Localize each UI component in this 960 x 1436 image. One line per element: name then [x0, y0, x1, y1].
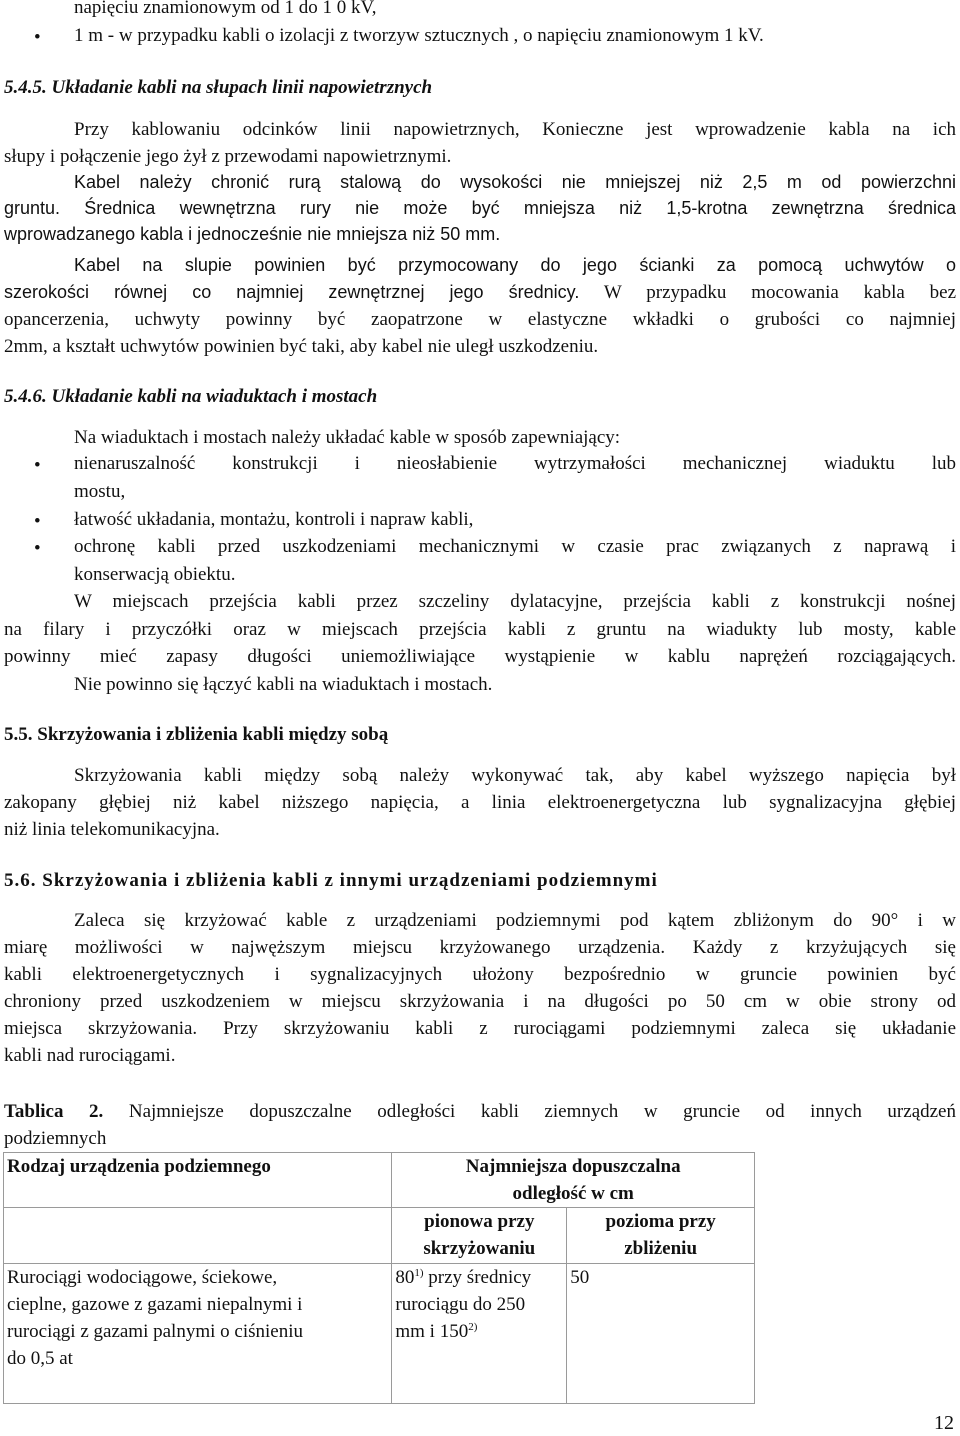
paragraph-line: Przy kablowaniu odcinków linii napowietrznych, Konieczne jest wprowadzenie kabla na ich	[74, 119, 956, 140]
empty-cell	[4, 1208, 392, 1264]
list-item-line: konserwacją obiektu.	[74, 564, 236, 585]
cell-line: Rurociągi wodociągowe, ściekowe,	[7, 1267, 278, 1288]
paragraph-line: kabli elektroenergetycznych i sygnalizacyjnych ułożony bezpośrednio w gruncie powinien być	[4, 964, 956, 985]
intro-line: napięciu znamionowym od 1 do 1 0 kV,	[74, 0, 377, 18]
intro-bullet: 1 m - w przypadku kabli o izolacji z tworzyw sztucznych , o napięciu znamionowym 1 kV.	[74, 25, 764, 46]
cell-line: rurociągu do 250	[395, 1294, 526, 1315]
paragraph-line: na filary i przyczółki oraz w miejscach przejścia kabli z gruntu na wiadukty lub mosty, kable	[4, 619, 956, 640]
paragraph-line: opancerzenia, uchwyty powinny być zaopatrzone w elastyczne wkładki o grubości co najmniej	[4, 309, 956, 330]
section-5-5-heading: 5.5. Skrzyżowania i zbliżenia kabli między sobą	[4, 724, 389, 745]
paragraph-line: W miejscach przejścia kabli przez szczeliny dylatacyjne, przejścia kabli z konstrukcji nośnej	[74, 591, 956, 612]
paragraph-line: niż linia telekomunikacyjna.	[4, 819, 220, 840]
paragraph-line: 2mm, a kształt uchwytów powinien być taki, aby kabel nie uległ uszkodzeniu.	[4, 336, 599, 357]
header-text: zbliżeniu	[624, 1238, 698, 1259]
section-number: 5.4.5.	[4, 77, 47, 98]
cell-line: rurociągi z gazami palnymi o ciśnieniu	[7, 1321, 303, 1342]
distance-table	[3, 1152, 755, 1404]
paragraph-line: Skrzyżowania kabli między sobą należy wykonywać tak, aby kabel wyższego napięcia był	[74, 765, 956, 786]
section-5-4-5-heading	[4, 74, 956, 101]
footnote-marker: 1)	[414, 1267, 424, 1279]
cell-line	[395, 1264, 563, 1291]
table-caption	[4, 1098, 956, 1125]
table-subheader-row	[4, 1208, 755, 1264]
paragraph-line: Na wiaduktach i mostach należy układać kable w sposób zapewniający:	[74, 427, 621, 448]
bullet-marker: •	[34, 27, 41, 48]
list-item-line: ochronę kabli przed uszkodzeniami mechanicznymi w czasie prac związanych z naprawą i	[74, 536, 956, 557]
section-title: Układanie kabli na wiaduktach i mostach	[51, 386, 378, 407]
paragraph-line: Kabel na slupie powinien być przymocowany do jego ścianki za pomocą uchwytów o	[74, 255, 956, 275]
paragraph-line: kabli nad rurociągami.	[4, 1045, 176, 1066]
cell-line	[395, 1318, 563, 1345]
paragraph-line: miejsca skrzyżowania. Przy skrzyżowaniu kabli z rurociągami podziemnymi zaleca się układanie	[4, 1018, 956, 1039]
paragraph-line: chroniony przed uszkodzeniem w miejscu skrzyżowania i na długości po 50 cm w obie strony od	[4, 991, 956, 1012]
page-number: 12	[934, 1412, 954, 1434]
section-5-4-6-heading	[4, 383, 956, 410]
cell-line: do 0,5 at	[7, 1348, 73, 1369]
paragraph-line: wprowadzanego kabla i jednocześnie nie mniejsza niż 50 mm.	[4, 224, 501, 244]
footnote-marker: 2)	[468, 1321, 478, 1333]
paragraph-fragment: W przypadku mocowania kabla bez	[579, 282, 957, 303]
paragraph-line: gruntu. Średnica wewnętrzna rury nie może być mniejsza niż 1,5-krotna zewnętrzna średnica	[4, 198, 956, 218]
header-cell-horizontal	[567, 1208, 755, 1264]
table-caption-line: podziemnych	[4, 1128, 107, 1149]
paragraph-line: miarę możliwości w najwęższym miejscu krzyżowanego urządzenia. Każdy z krzyżujących się	[4, 937, 956, 958]
paragraph-line: Nie powinno się łączyć kabli na wiaduktach i mostach.	[74, 674, 493, 695]
section-number: 5.4.6.	[4, 386, 47, 407]
paragraph-line	[4, 279, 956, 306]
cell-horizontal-distance: 50	[567, 1264, 755, 1404]
cell-line: cieplne, gazowe z gazami niepalnymi i	[7, 1294, 303, 1315]
paragraph-line: słupy i połączenie jego żył z przewodami napowietrznymi.	[4, 146, 452, 167]
paragraph-line: Zaleca się krzyżować kable z urządzeniami podziemnymi pod kątem zbliżonym do 90° i w	[74, 910, 956, 931]
bullet-marker: •	[34, 455, 41, 476]
table-header-row	[4, 1153, 755, 1208]
table-caption-text: Najmniejsze dopuszczalne odległości kabli ziemnych w gruncie od innych urządzeń	[103, 1101, 956, 1122]
header-text: pozioma przy	[605, 1211, 716, 1232]
value-text: 80	[395, 1267, 415, 1288]
cell-device-type	[4, 1264, 392, 1404]
header-text: pionowa przy	[424, 1211, 535, 1232]
table-caption-label: Tablica 2.	[4, 1101, 104, 1122]
list-item-line: łatwość układania, montażu, kontroli i napraw kabli,	[74, 509, 474, 530]
section-title: Układanie kabli na słupach linii napowietrznych	[51, 77, 433, 98]
cell-vertical-distance	[392, 1264, 567, 1404]
header-cell-min-distance	[392, 1153, 755, 1208]
header-cell-vertical	[392, 1208, 567, 1264]
section-5-6-heading: 5.6. Skrzyżowania i zbliżenia kabli z innymi urządzeniami podziemnymi	[4, 870, 658, 891]
value-text: mm i 150	[395, 1321, 469, 1342]
paragraph-fragment: szerokości równej co najmniej zewnętrznej jego średnicy.	[4, 282, 580, 302]
value-text: przy średnicy	[423, 1267, 532, 1288]
paragraph-line: Kabel należy chronić rurą stalową do wysokości nie mniejszej niż 2,5 m od powierzchni	[74, 172, 956, 192]
header-text: skrzyżowaniu	[423, 1238, 536, 1259]
bullet-marker: •	[34, 538, 41, 559]
table-row	[4, 1264, 755, 1404]
paragraph-line: zakopany głębiej niż kabel niższego napięcia, a linia elektroenergetyczna lub sygnalizacyjna głębiej	[4, 792, 956, 813]
list-item-line: mostu,	[74, 481, 126, 502]
paragraph-line: powinny mieć zapasy długości uniemożliwiające wystąpienie w kablu naprężeń rozciągających.	[4, 646, 956, 667]
header-text: Najmniejsza dopuszczalna	[465, 1156, 681, 1177]
list-item-line: nienaruszalność konstrukcji i nieosłabienie wytrzymałości mechanicznej wiaduktu lub	[74, 453, 956, 474]
bullet-marker: •	[34, 511, 41, 532]
header-cell-type: Rodzaj urządzenia podziemnego	[4, 1153, 392, 1208]
header-text: odległość w cm	[512, 1183, 634, 1204]
